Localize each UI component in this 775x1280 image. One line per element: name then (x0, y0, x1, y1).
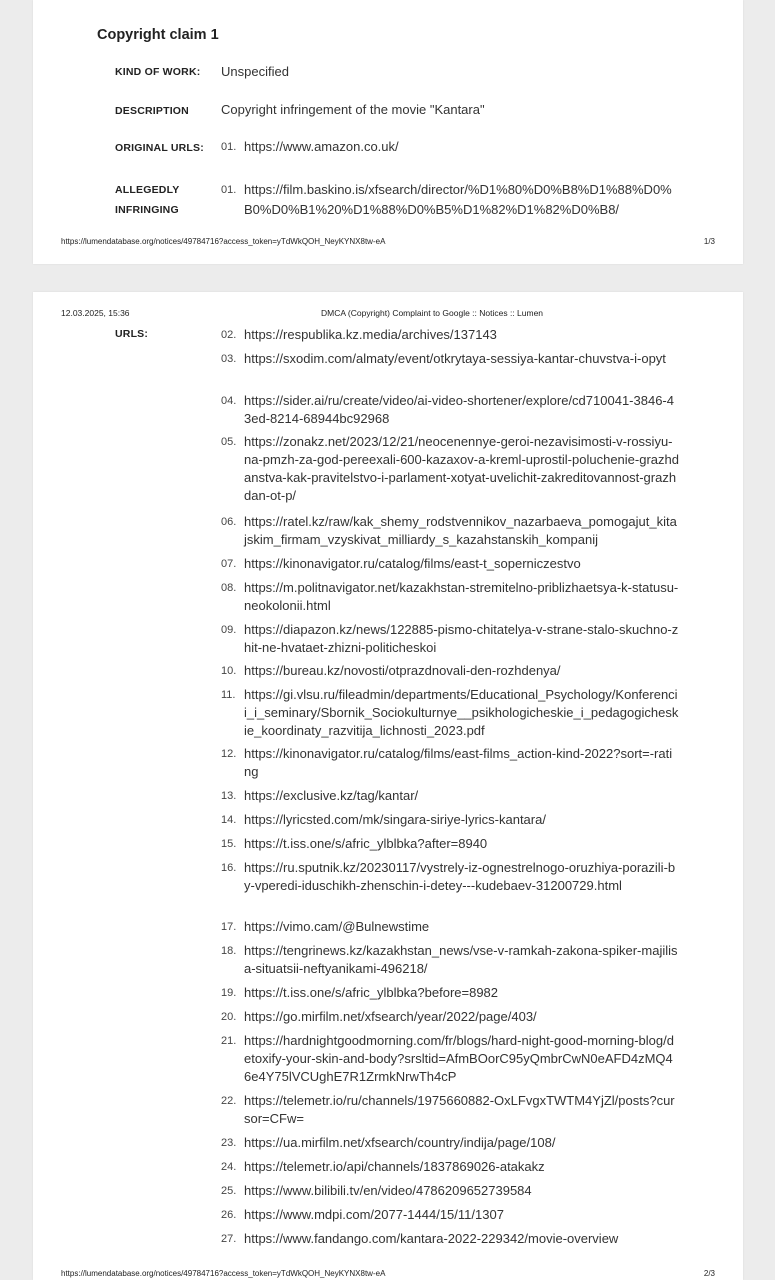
url-number: 16. (221, 862, 237, 874)
url-number: 23. (221, 1137, 237, 1149)
url-number: 18. (221, 945, 237, 957)
url-number: 19. (221, 987, 237, 999)
url-link[interactable]: https://t.iss.one/s/afric_ylblbka?before=8982 (244, 985, 499, 1000)
url-link[interactable]: https://tengrinews.kz/kazakhstan_news/vse-v-ramkah-zakona-spiker-majilisa-situatsii-neftyanikami-496218/ (244, 943, 678, 976)
url-number: 14. (221, 814, 237, 826)
list-item (221, 433, 681, 505)
list-item (221, 745, 681, 781)
url-number: 03. (221, 353, 237, 365)
list-item (221, 1206, 681, 1224)
url-link[interactable]: https://m.politnavigator.net/kazakhstan-stremitelno-priblizhaetsya-k-statusu-neokolonii.html (244, 580, 679, 613)
description-value: Copyright infringement of the movie "Kantara" (221, 102, 485, 117)
url-number: 21. (221, 1035, 237, 1047)
pdf-page-2 (33, 292, 743, 1280)
list-item (221, 811, 681, 829)
list-item (221, 555, 681, 573)
url-number: 09. (221, 624, 237, 636)
url-link[interactable]: https://telemetr.io/ru/channels/1975660882-OxLFvgxTWTM4YjZl/posts?cursor=CFw= (244, 1093, 675, 1126)
list-item (221, 918, 681, 936)
url-number: 11. (221, 689, 236, 701)
footer-url[interactable]: https://lumendatabase.org/notices/49784716?access_token=yTdWkQOH_NeyKYNX8tw-eA (61, 237, 386, 246)
list-item (221, 1182, 681, 1200)
original-url-row (221, 138, 681, 156)
description-label: DESCRIPTION (115, 105, 189, 117)
list-item (221, 984, 681, 1002)
url-link[interactable]: https://exclusive.kz/tag/kantar/ (244, 788, 419, 803)
url-number: 05. (221, 436, 237, 448)
url-link[interactable]: https://www.fandango.com/kantara-2022-229342/movie-overview (244, 1231, 619, 1246)
url-link[interactable]: https://ru.sputnik.kz/20230117/vystrely-iz-ognestrelnogo-oruzhiya-porazili-by-vperedi-iduschikh-zhenschin-i-detey---kudebaev-31200729.html (244, 860, 676, 893)
url-number: 12. (221, 748, 237, 760)
list-item (221, 1230, 681, 1248)
url-number: 01. (221, 184, 237, 196)
list-item (221, 787, 681, 805)
original-urls-label: ORIGINAL URLS: (115, 142, 204, 154)
url-number: 13. (221, 790, 237, 802)
url-number: 22. (221, 1095, 237, 1107)
url-number: 27. (221, 1233, 237, 1245)
url-link[interactable]: https://www.bilibili.tv/en/video/4786209652739584 (244, 1183, 532, 1198)
list-item (221, 513, 681, 549)
footer-page-number: 1/3 (703, 237, 715, 246)
url-link[interactable]: https://ratel.kz/raw/kak_shemy_rodstvennikov_nazarbaeva_pomogajut_kitajskim_firmam_vzyskivat_milliardy_s_kazahstanskih_kompanij (244, 514, 677, 547)
list-item (221, 350, 681, 368)
header-date: 12.03.2025, 15:36 (61, 308, 130, 318)
url-number: 15. (221, 838, 237, 850)
url-number: 08. (221, 582, 237, 594)
list-item (221, 859, 681, 895)
list-item (221, 1134, 681, 1152)
url-link[interactable]: https://t.iss.one/s/afric_ylblbka?after=8940 (244, 836, 488, 851)
list-item (221, 392, 681, 428)
list-item (221, 621, 681, 657)
pdf-page-1 (33, 0, 743, 264)
list-item (221, 326, 681, 344)
url-number: 04. (221, 395, 237, 407)
url-number: 01. (221, 141, 237, 153)
infringing-url-row (221, 180, 681, 220)
list-item (221, 1158, 681, 1176)
list-item (221, 942, 681, 978)
url-link[interactable]: https://www.mdpi.com/2077-1444/15/11/1307 (244, 1207, 504, 1222)
url-link[interactable]: https://lyricsted.com/mk/singara-siriye-lyrics-kantara/ (244, 812, 546, 827)
infringing-url-link[interactable]: https://film.baskino.is/xfsearch/director/%D1%80%D0%B8%D1%88%D0%B0%D0%B1%20%D1%88%D0%B5%D1%82%D1%82%D0%B8/ (244, 182, 672, 217)
list-item (221, 1008, 681, 1026)
kind-of-work-label: KIND OF WORK: (115, 66, 201, 78)
url-link[interactable]: https://kinonavigator.ru/catalog/films/east-t_soperniczestvo (244, 556, 581, 571)
urls-label: URLS: (115, 328, 149, 340)
url-link[interactable]: https://hardnightgoodmorning.com/fr/blogs/hard-night-good-morning-blog/detoxify-your-skin-and-body?srsltid=AfmBOorC95yQmbrCwN0eAFD4zMQ46e4Y75lVCUghE7R1ZrmkNrwTh4cP (244, 1033, 674, 1084)
url-link[interactable]: https://sxodim.com/almaty/event/otkrytaya-sessiya-kantar-chuvstva-i-opyt (244, 351, 666, 366)
footer-url[interactable]: https://lumendatabase.org/notices/49784716?access_token=yTdWkQOH_NeyKYNX8tw-eA (61, 1269, 386, 1278)
list-item (221, 662, 681, 680)
infringing-label: INFRINGING (115, 204, 179, 216)
kind-of-work-value: Unspecified (221, 64, 289, 79)
header-title: DMCA (Copyright) Complaint to Google :: Notices :: Lumen (321, 308, 544, 318)
url-link[interactable]: https://sider.ai/ru/create/video/ai-video-shortener/explore/cd710041-3846-43ed-8214-68944bc92968 (244, 393, 674, 426)
url-link[interactable]: https://ua.mirfilm.net/xfsearch/country/indija/page/108/ (244, 1135, 556, 1150)
list-item (221, 835, 681, 853)
url-number: 20. (221, 1011, 237, 1023)
url-link[interactable]: https://respublika.kz.media/archives/137143 (244, 327, 497, 342)
list-item (221, 1032, 681, 1086)
claim-title: Copyright claim 1 (97, 27, 219, 43)
list-item (221, 1092, 681, 1128)
url-link[interactable]: https://zonakz.net/2023/12/21/neocenennye-geroi-nezavisimosti-v-rossiyu-na-pmzh-za-god-pereexali-600-kazaxov-a-kreml-uprostil-poluchenie-grazhdanstva-kak-pravitelstvo-i-parlament-xotyat-uvelichit-zakreditovannost-grazhdan-ot-p/ (244, 434, 679, 503)
url-link[interactable]: https://telemetr.io/api/channels/1837869026-atakakz (244, 1159, 545, 1174)
url-link[interactable]: https://gi.vlsu.ru/fileadmin/departments/Educational_Psychology/Konferencii_i_seminary/Sbornik_Sociokulturnye__psikhologicheskie_i_pedagogicheskie_koordinaty_razvitija_lichnosti_2023.pdf (244, 687, 679, 738)
url-number: 02. (221, 329, 237, 341)
url-link[interactable]: https://diapazon.kz/news/122885-pismo-chitatelya-v-strane-stalo-skuchno-zhit-ne-hvataet-zhizni-politicheskoi (244, 622, 679, 655)
url-number: 10. (221, 665, 237, 677)
url-link[interactable]: https://kinonavigator.ru/catalog/films/east-films_action-kind-2022?sort=-rating (244, 746, 673, 779)
url-number: 24. (221, 1161, 237, 1173)
allegedly-label: ALLEGEDLY (115, 184, 180, 196)
list-item (221, 686, 681, 740)
url-number: 07. (221, 558, 237, 570)
footer-page-number: 2/3 (703, 1269, 715, 1278)
list-item (221, 579, 681, 615)
url-link[interactable]: https://go.mirfilm.net/xfsearch/year/2022/page/403/ (244, 1009, 537, 1024)
url-link[interactable]: https://bureau.kz/novosti/otprazdnovali-den-rozhdenya/ (244, 663, 561, 678)
url-number: 06. (221, 516, 237, 528)
url-link[interactable]: https://vimo.cam/@Bulnewstime (244, 919, 430, 934)
original-url-link[interactable]: https://www.amazon.co.uk/ (244, 139, 399, 154)
url-number: 25. (221, 1185, 237, 1197)
url-number: 26. (221, 1209, 237, 1221)
url-number: 17. (221, 921, 237, 933)
